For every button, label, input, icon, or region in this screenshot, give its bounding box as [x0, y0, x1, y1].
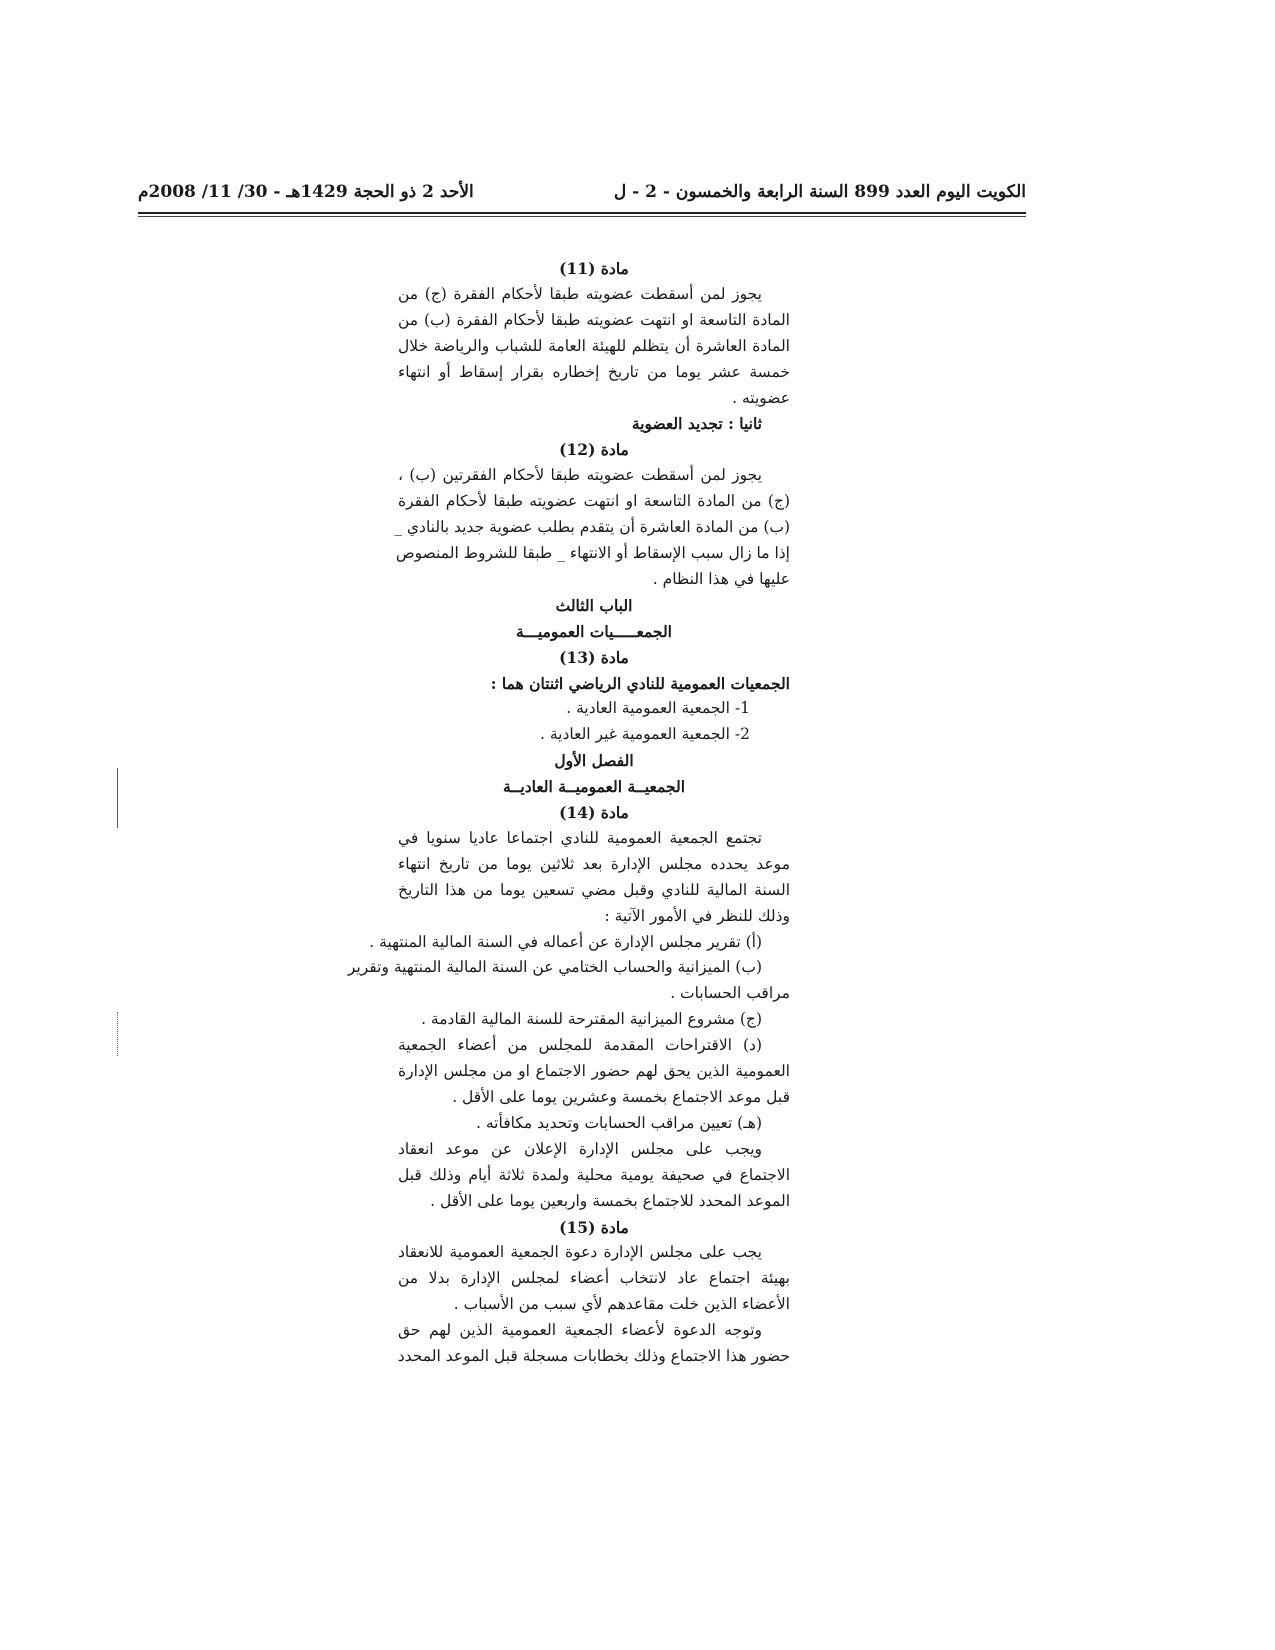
article-11-line: المادة العاشرة أن يتظلم للهيئة العامة للشباب والرياضة خلال: [398, 336, 790, 355]
article-12-title: مادة (12): [559, 440, 629, 460]
document-column: [347, 256, 790, 1370]
article-11-line: المادة التاسعة او انتهت عضويته طبقا لأحكام الفقرة (ب) من: [398, 310, 790, 329]
article-15-line: يجب على مجلس الإدارة دعوة الجمعية العمومية للانعقاد: [398, 1243, 762, 1262]
article-14-item-a: (أ) تقرير مجلس الإدارة عن أعماله في السنة المالية المنتهية .: [369, 932, 762, 951]
header-date: الأحد 2 ذو الحجة 1429هـ - 30/ 11/ 2008م: [138, 182, 474, 202]
article-12-line: يجوز لمن أسقطت عضويته طبقا لأحكام الفقرتين (ب) ،: [398, 466, 762, 485]
article-11-text: [398, 282, 790, 412]
article-14-item-d: العمومية الذين يحق لهم حضور الاجتماع او من مجلس الإدارة: [398, 1062, 790, 1081]
article-14-item-c: (ج) مشروع الميزانية المقترحة للسنة المالية القادمة .: [421, 1010, 762, 1029]
article-15-title: مادة (15): [559, 1217, 629, 1237]
article-14-closing: الاجتماع في صحيفة يومية محلية ولمدة ثلاثة أيام وذلك قبل: [398, 1165, 790, 1184]
article-14-item-d: (د) الاقتراحات المقدمة للمجلس من أعضاء الجمعية: [398, 1036, 762, 1055]
article-12-text: [394, 463, 790, 593]
article-11-line: خمسة عشر يوما من تاريخ إخطاره بقرار إسقاط أو انتهاء: [398, 362, 790, 381]
header-publication-info: الكويت اليوم العدد 899 السنة الرابعة والخمسون - 2 - ل: [613, 182, 1026, 202]
article-14-title: مادة (14): [559, 803, 629, 823]
article-14-closing: الموعد المحدد للاجتماع بخمسة واربعين يوما على الأقل .: [430, 1191, 790, 1210]
article-13-item: 2- الجمعية العمومية غير العادية .: [540, 725, 750, 744]
section-2-title: ثانيا : تجديد العضوية: [631, 414, 762, 434]
article-11-title: مادة (11): [559, 259, 629, 278]
article-12-line: (ج) من المادة التاسعة او انتهت عضويته طبقا لأحكام الفقرة: [398, 492, 790, 511]
article-15-text: [398, 1240, 790, 1370]
page-header: [138, 178, 1026, 208]
scan-margin-mark: [117, 768, 118, 828]
article-14-text: [347, 826, 790, 1215]
article-11-line: عضويته .: [732, 388, 790, 407]
article-15-line: بهيئة اجتماع عاد لانتخاب أعضاء لمجلس الإدارة بدلا من: [398, 1269, 790, 1288]
article-13-title: مادة (13): [559, 647, 629, 667]
header-rule-thin: [138, 216, 1026, 217]
article-14-closing: ويجب على مجلس الإدارة الإعلان عن موعد انعقاد: [398, 1139, 762, 1158]
article-12-line: (ب) من المادة العاشرة أن يتقدم بطلب عضوية جديد بالنادي _: [394, 518, 790, 537]
article-14-line: السنة المالية للنادي وقبل مضي تسعين يوما من هذا التاريخ: [398, 880, 790, 899]
article-14-item-e: (هـ) تعيين مراقب الحسابات وتحديد مكافأته .: [476, 1113, 762, 1132]
section-1-title: الفصل الأول: [554, 751, 634, 771]
article-14-line: موعد يحدده مجلس الإدارة بعد ثلاثين يوما من تاريخ انتهاء: [398, 854, 790, 873]
article-15-line: حضور هذا الاجتماع وذلك بخطابات مسجلة قبل الموعد المحدد: [397, 1347, 790, 1366]
article-15-line: وتوجه الدعوة لأعضاء الجمعية العمومية الذين لهم حق: [398, 1321, 762, 1340]
header-rule: [138, 212, 1026, 214]
article-12-line: إذا ما زال سبب الإسقاط أو الانتهاء _ طبقا للشروط المنصوص: [395, 543, 790, 562]
article-11-line: يجوز لمن أسقطت عضويته طبقا لأحكام الفقرة (ج) من: [398, 284, 762, 303]
article-13-intro: الجمعيات العمومية للنادي الرياضي اثنتان هما :: [490, 673, 790, 693]
chapter-3-subtitle: الجمعـــــيات العموميـــة: [516, 621, 672, 641]
scan-margin-dots: [117, 1012, 119, 1056]
article-14-item-b: (ب) الميزانية والحساب الختامي عن السنة المالية المنتهية وتقرير: [347, 958, 762, 977]
article-14-item-d: قبل موعد الاجتماع بخمسة وعشرين يوما على الأقل .: [452, 1088, 790, 1106]
article-14-line: وذلك للنظر في الأمور الآتية :: [604, 906, 790, 925]
article-14-line: تجتمع الجمعية العمومية للنادي اجتماعا عاديا سنويا في: [398, 828, 762, 847]
article-15-line: الأعضاء الذين خلت مقاعدهم لأي سبب من الأسباب .: [453, 1295, 790, 1314]
section-1-subtitle: الجمعيــة العموميــة العاديــة: [502, 777, 686, 797]
chapter-3-title: الباب الثالث: [555, 595, 633, 615]
article-12-line: عليها في هذا النظام .: [652, 569, 790, 588]
article-13-item: 1- الجمعية العمومية العادية .: [566, 699, 750, 718]
article-14-item-b: مراقب الحسابات .: [670, 984, 790, 1003]
